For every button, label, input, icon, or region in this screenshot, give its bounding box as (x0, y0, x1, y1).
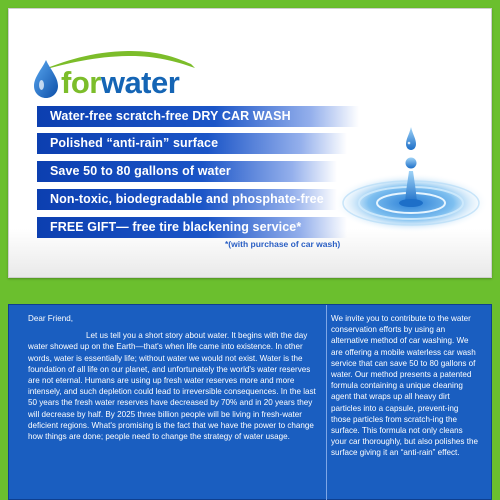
letter-greeting: Dear Friend, (28, 314, 73, 323)
feature-bar-dry-wash: Water-free scratch-free DRY CAR WASH (37, 106, 359, 127)
water-splash-image (329, 117, 489, 237)
footnote: *(with purchase of car wash) (225, 239, 341, 249)
feature-bar-free-gift: FREE GIFT— free tire blackening service* (37, 217, 347, 238)
letter-card (8, 304, 492, 500)
logo-word-water: water (100, 65, 180, 100)
logo-word-for: for (61, 65, 101, 100)
forwater-logo (29, 47, 199, 107)
logo-wordmark (61, 65, 179, 101)
letter-body-paragraph: Let us tell you a short story about water. It begins with the day water showed up on the Earth—that's when life came into existence. In other words, water is essentially life; without water we would not exist. Water is the foundation of all life on our planet, and unfortunately the world's water reserves are not eternal. Humans are using up fresh water reserves more and more intensely, and such depletion could lead to irreversible consequences. In the last 50 years the fresh water reserves have decreased by 70% and in 20 years they will decrease by half. By 2025 three billion people will be living in fresh-water deficient regions. What's promising is the fact that we have the power to change how things are done; people need to change the strategy of water usage. (28, 331, 316, 442)
water-drop-icon (33, 59, 59, 99)
feature-bar-anti-rain: Polished “anti-rain” surface (37, 133, 347, 154)
feature-bar-non-toxic: Non-toxic, biodegradable and phosphate-free (37, 189, 337, 210)
letter-left-column (28, 313, 320, 442)
header-card (8, 8, 492, 278)
feature-bar-save-water: Save 50 to 80 gallons of water (37, 161, 337, 182)
letter-right-column: We invite you to contribute to the water conservation efforts by using an alternative method of car washing. We are offering a mobile waterless car wash service that can save 50 to 80 gallons of water. Our method presents a patented formula containing a unique cleaning agent that wraps up all heavy dirt particles into a capsule, prevent-ing those particles from scratch-ing the surface. This formula not only cleans your car thoroughly, but also polishes the surface giving it an “anti-rain” effect. (331, 314, 478, 458)
column-divider (326, 305, 327, 500)
